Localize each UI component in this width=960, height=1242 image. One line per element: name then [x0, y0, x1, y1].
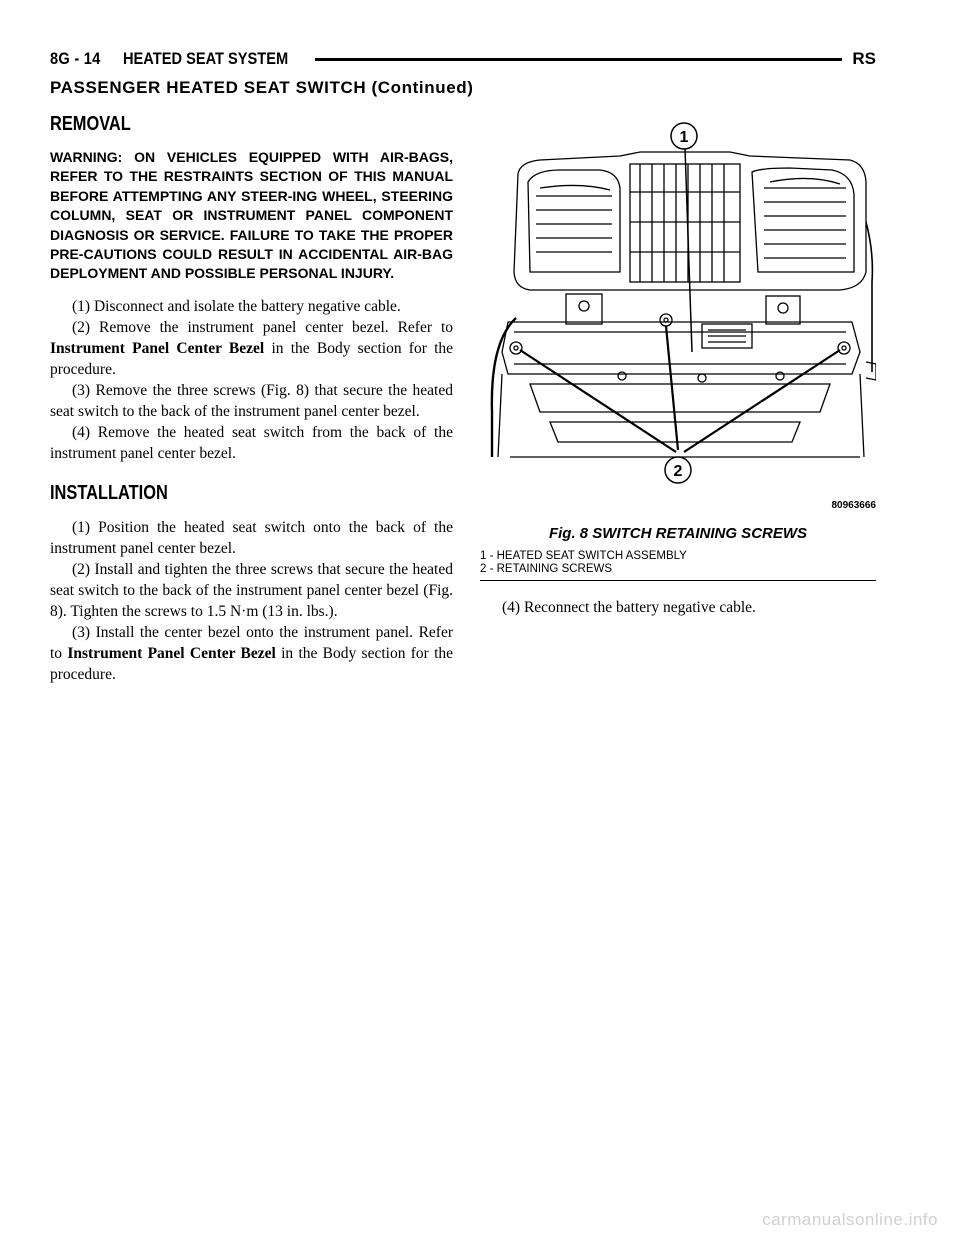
site-watermark: carmanualsonline.info	[762, 1210, 938, 1229]
airbag-warning: WARNING: ON VEHICLES EQUIPPED WITH AIR-BAGS, REFER TO THE RESTRAINTS SECTION OF THIS MANUAL BEFORE ATTEMPTING ANY STEER-ING WHEEL, STEERING COLUMN, SEAT OR INSTRUMENT PANEL COMPONENT DIAGNOSIS OR SERVICE. FAILURE TO TAKE THE PROPER PRE-CAUTIONS COULD RESULT IN ACCIDENTAL AIR-BAG DEPLOYMENT AND POSSIBLE PERSONAL INJURY.	[50, 149, 453, 282]
figure-8-illustration	[480, 112, 876, 522]
installation-step-4: (4) Reconnect the battery negative cable.	[502, 599, 756, 616]
callout-1: 1	[679, 129, 689, 146]
removal-step-2	[50, 317, 453, 380]
removal-step-2-text: (2) Remove the instrument panel center bezel. Refer to	[72, 318, 453, 336]
installation-step-3-text: (3) Install the center bezel onto the instrument panel. Refer to	[50, 623, 453, 662]
removal-step-3: (3) Remove the three screws (Fig. 8) that secure the heated seat switch to the back of the instrument panel center bezel.	[50, 381, 453, 420]
page-header	[50, 47, 876, 71]
figure-caption: Fig. 8 SWITCH RETAINING SCREWS	[548, 525, 808, 542]
switch-retaining-screws-drawing	[480, 112, 876, 522]
installation-step-1: (1) Position the heated seat switch onto the back of the instrument panel center bezel.	[50, 518, 453, 557]
legend-item: 2 - RETAINING SCREWS	[480, 563, 613, 575]
installation-step-3-ref: Instrument Panel Center Bezel	[67, 644, 276, 662]
header-rule	[315, 58, 843, 61]
callout-2: 2	[673, 463, 683, 480]
removal-step-2-tail: in the Body section for the procedure.	[50, 339, 454, 378]
removal-step-2-ref: Instrument Panel Center Bezel	[50, 339, 265, 357]
installation-heading: INSTALLATION	[50, 481, 168, 504]
figure-legend	[480, 550, 876, 581]
removal-step-1: (1) Disconnect and isolate the battery negative cable.	[72, 297, 401, 315]
installation-step-2: (2) Install and tighten the three screws that secure the heated seat switch to the back of the instrument panel center bezel (Fig. 8). Tighten the screws to 1.5 N·m (13 in. lbs.).	[50, 560, 453, 620]
removal-heading: REMOVAL	[50, 113, 131, 135]
model-code: RS	[852, 49, 876, 68]
right-column-text	[480, 597, 876, 618]
installation-step-3-tail: in the Body section for the procedure.	[50, 644, 454, 683]
section-title: HEATED SEAT SYSTEM	[122, 49, 288, 68]
removal-step-4: (4) Remove the heated seat switch from the back of the instrument panel center bezel.	[50, 423, 453, 462]
left-column	[50, 112, 453, 685]
continued-title: PASSENGER HEATED SEAT SWITCH (Continued)	[50, 78, 474, 97]
figure-code: 80963666	[831, 500, 876, 511]
installation-step-3	[50, 622, 453, 685]
section-number: 8G - 14	[50, 49, 101, 68]
legend-item: 1 - HEATED SEAT SWITCH ASSEMBLY	[480, 550, 687, 562]
